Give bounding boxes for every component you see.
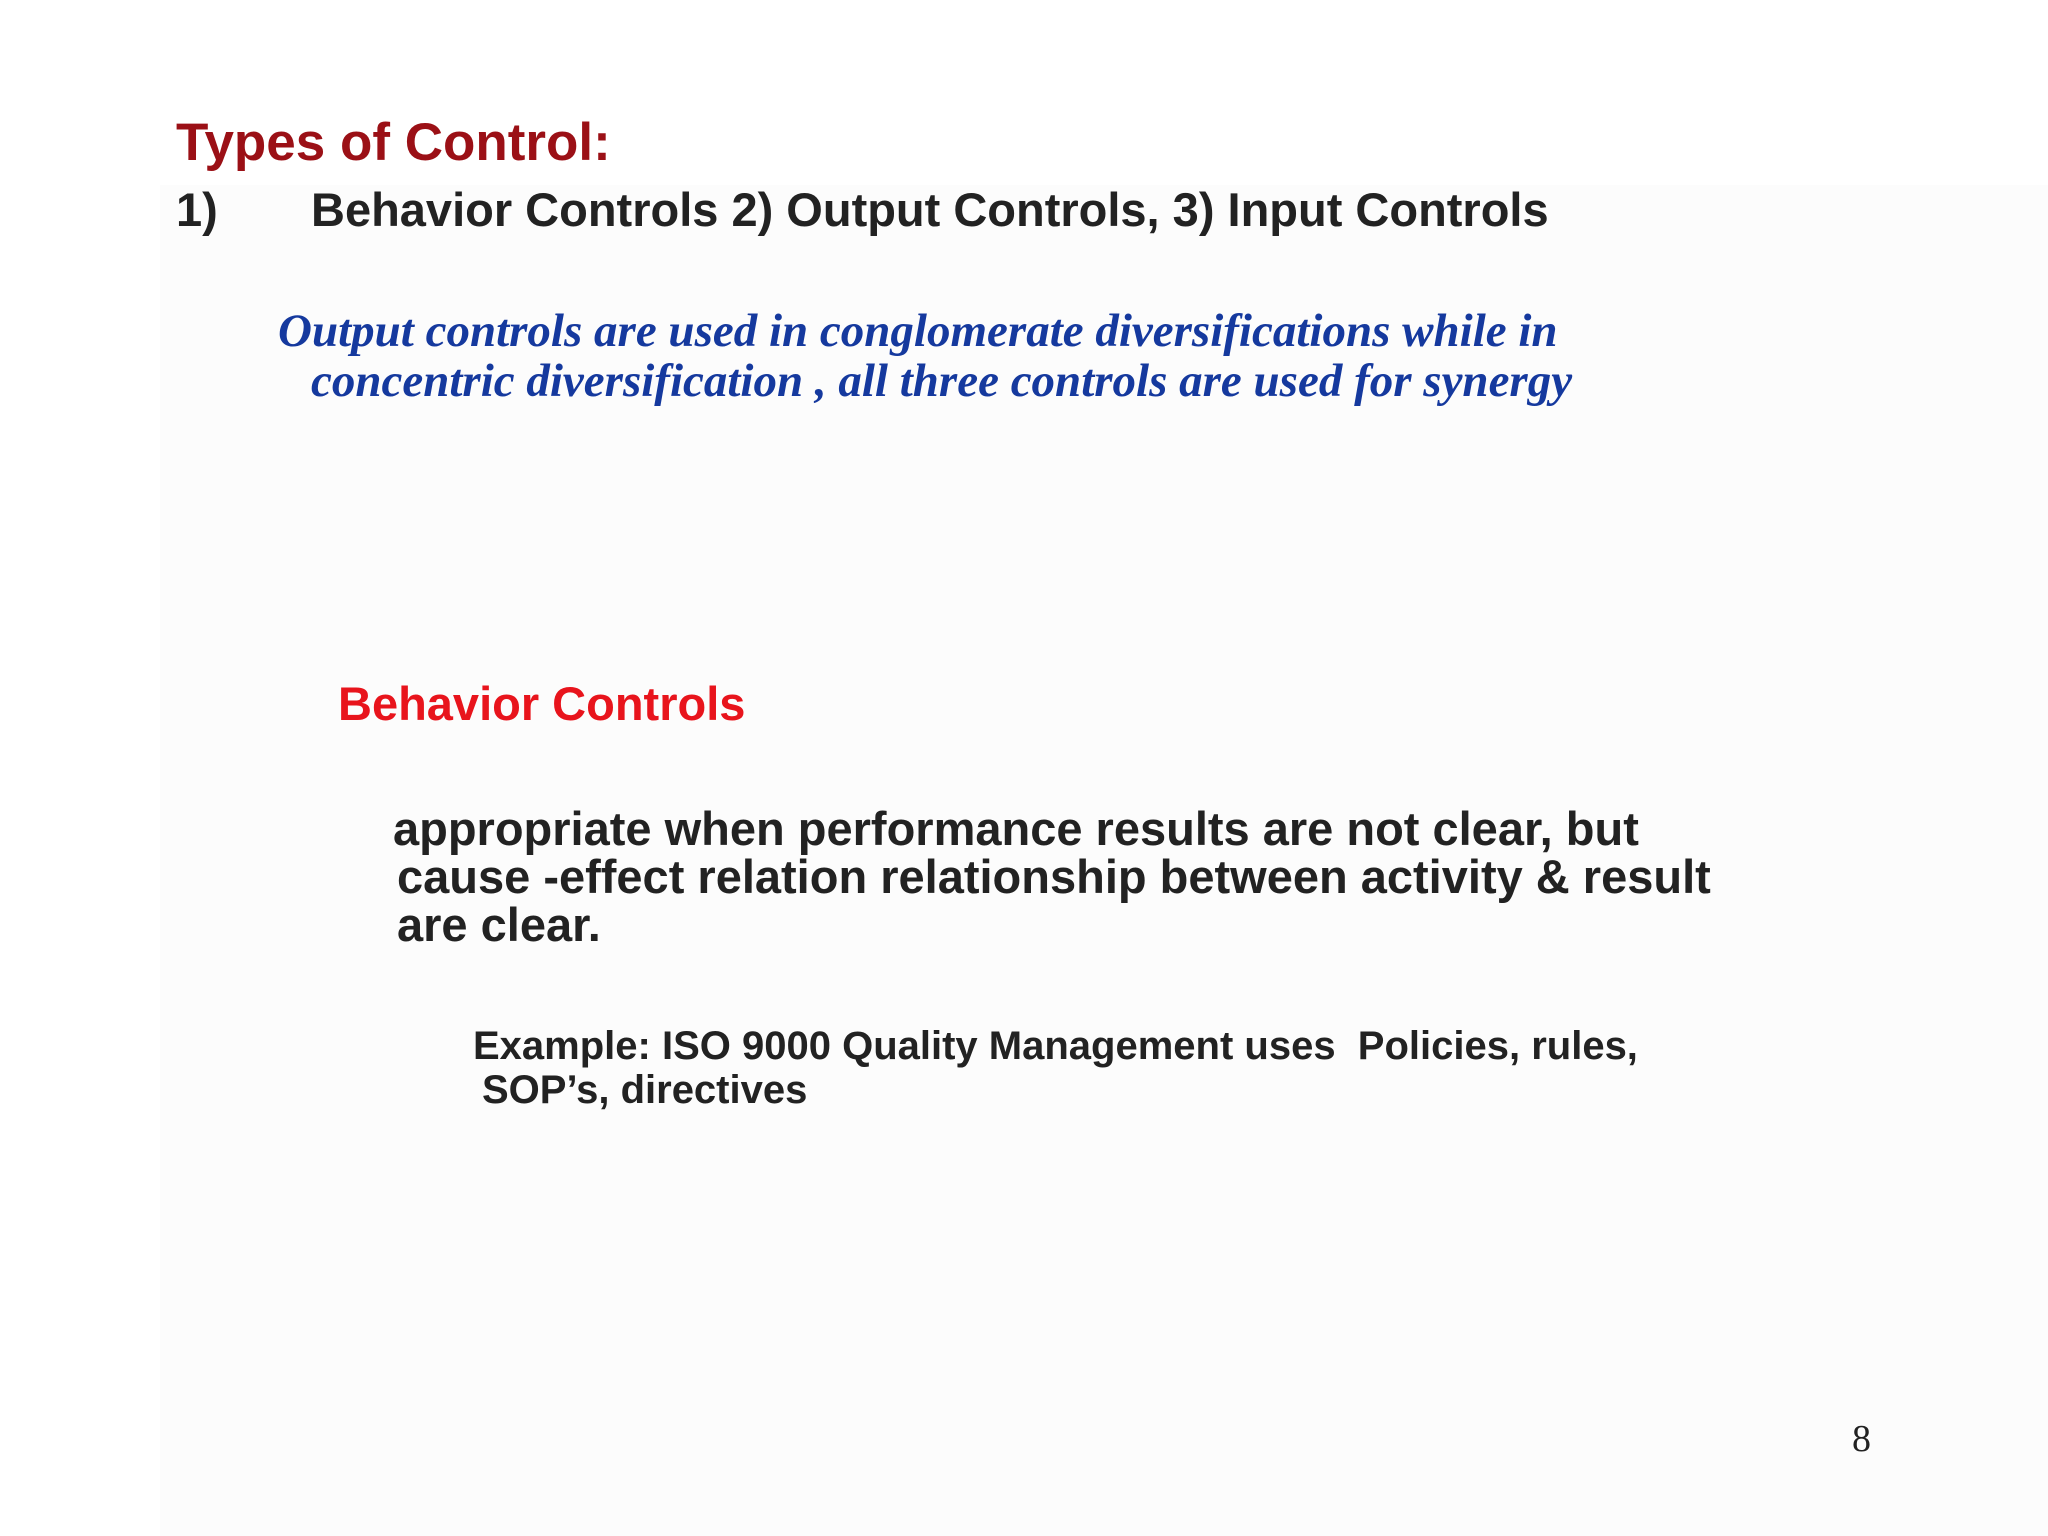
output-controls-note (278, 306, 1572, 406)
behavior-controls-heading: Behavior Controls (338, 677, 746, 730)
slide-title: Types of Control: (176, 113, 611, 172)
description-line-3: are clear. (397, 898, 601, 951)
description-line-1: appropriate when performance results are not clear, but (393, 802, 1639, 855)
types-list-number: 1) (176, 183, 218, 236)
note-line-1: Output controls are used in conglomerate diversifications while in (278, 305, 1558, 357)
example-line-1: Example: ISO 9000 Quality Management uses Policies, rules, (473, 1024, 1638, 1068)
note-line-2: concentric diversification , all three controls are used for synergy (311, 355, 1573, 407)
types-list-text: Behavior Controls 2) Output Controls, 3) Input Controls (311, 183, 1549, 236)
behavior-controls-example (473, 1024, 1638, 1112)
behavior-controls-description (393, 802, 1711, 951)
example-line-2: SOP’s, directives (482, 1068, 808, 1112)
page-number: 8 (1852, 1418, 1871, 1460)
description-line-2: cause -effect relation relationship between activity & result (397, 850, 1711, 903)
